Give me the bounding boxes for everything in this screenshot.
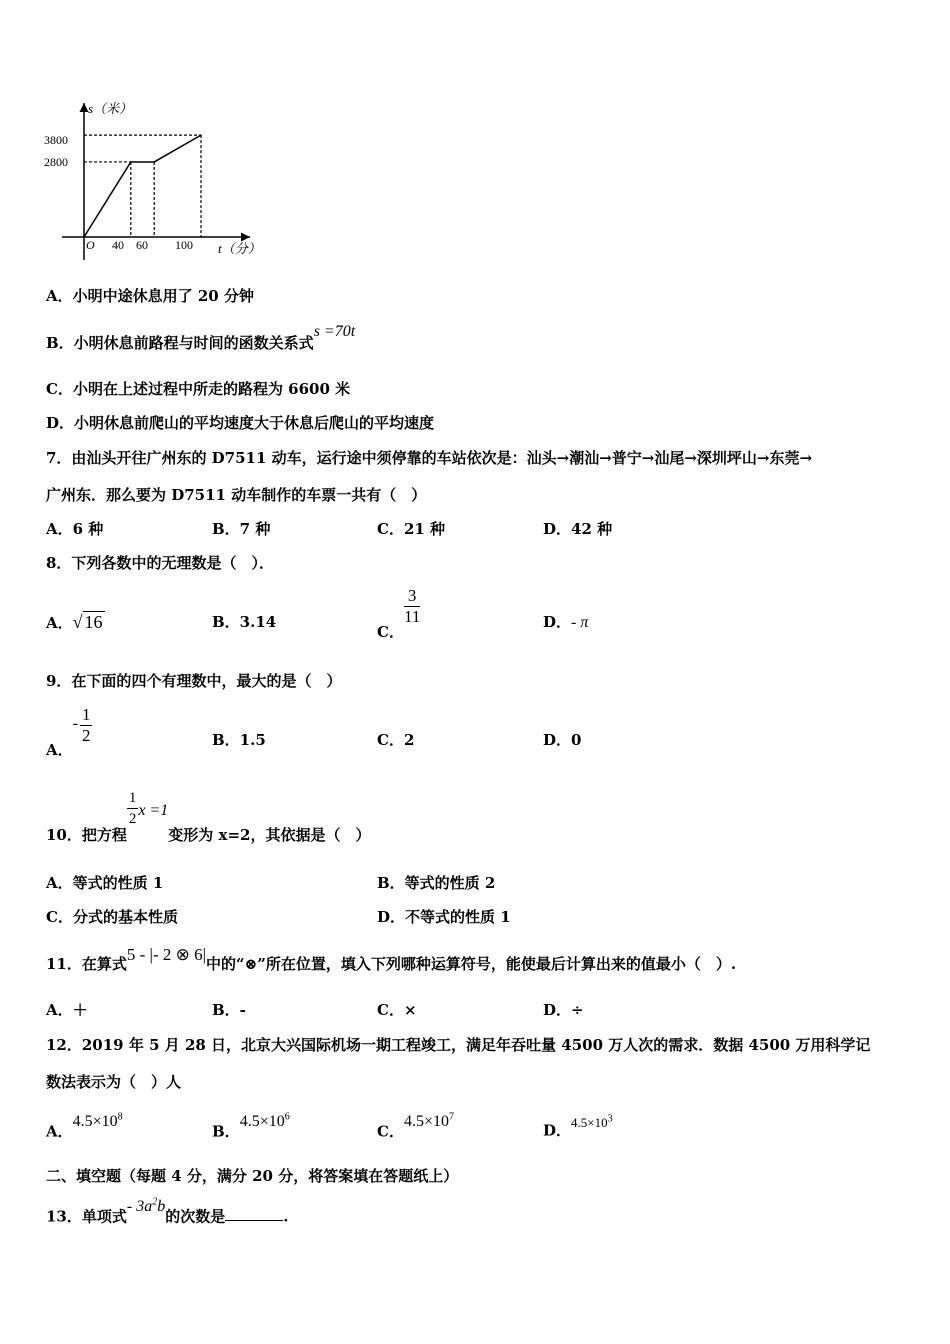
- q9-fraction-den: 2: [81, 726, 91, 745]
- q11-expression: 5 - |- 2 ⊗ 6|: [126, 945, 206, 964]
- q8-fraction-den: 11: [403, 607, 421, 626]
- q12-a-base: 4.5×10: [72, 1113, 118, 1131]
- q12-option-b-label: B．: [212, 1122, 240, 1141]
- q10-fraction-num: 1: [127, 788, 139, 809]
- q7-stem-line2: 广州东．那么要为 D7511 动车制作的车票一共有（ ）: [46, 486, 427, 504]
- guide-lines: [84, 135, 201, 237]
- q12-option-c-value: [404, 1113, 454, 1130]
- q13-stem: [46, 1197, 289, 1227]
- y-tick-2800: 2800: [44, 155, 68, 169]
- data-point-0: [83, 236, 85, 238]
- q8-neg-pi: - π: [571, 614, 589, 631]
- q6-option-d: D．小明休息前爬山的平均速度大于休息后爬山的平均速度: [46, 414, 435, 432]
- q10-option-d: D．不等式的性质 1: [377, 908, 511, 926]
- q10-prefix: 10．把方程: [46, 825, 127, 844]
- q9-option-b: B．1.5: [212, 731, 266, 749]
- distance-time-graph: [40, 95, 270, 270]
- q8-option-d: [543, 612, 588, 633]
- q12-c-base: 4.5×10: [403, 1113, 449, 1131]
- q6-option-b-text: B．小明休息前路程与时间的函数关系式: [46, 334, 314, 352]
- q11-prefix: 11．在算式: [46, 955, 127, 973]
- q9-option-d: D．0: [543, 731, 582, 749]
- q8-sqrt: √ 16: [72, 612, 103, 632]
- x-tick-60: 60: [136, 238, 148, 252]
- q12-option-d: [543, 1114, 613, 1141]
- q12-option-b: [212, 1112, 290, 1142]
- x-tick-40: 40: [112, 238, 124, 252]
- q12-d-exp: 3: [607, 1114, 613, 1125]
- q8-option-d-label: D．: [543, 613, 572, 631]
- q9-fraction: [80, 705, 93, 746]
- data-point-60: [153, 161, 155, 163]
- q8-stem: 8．下列各数中的无理数是（ ）．: [46, 554, 274, 572]
- q11-option-d: D．÷: [543, 1001, 584, 1019]
- q12-option-c-label: C．: [377, 1122, 404, 1141]
- q6-formula: s =70t: [313, 323, 356, 340]
- q7-option-c: C．21 种: [377, 520, 446, 538]
- q12-b-base: 4.5×10: [239, 1113, 285, 1131]
- q8-fraction: [404, 586, 420, 627]
- q9-minus: -: [72, 714, 78, 732]
- q10-option-c: C．分式的基本性质: [46, 908, 178, 926]
- q8-option-b: B．3.14: [212, 613, 277, 631]
- q10-fraction-den: 2: [128, 811, 137, 827]
- x-axis-label: t（分）: [218, 241, 261, 256]
- q12-c-exp: 7: [448, 1112, 454, 1123]
- q9-fraction-num: 1: [81, 705, 91, 724]
- q12-a-exp: 8: [117, 1112, 123, 1123]
- q9-option-a: [46, 705, 92, 759]
- q12-option-a: [46, 1112, 123, 1142]
- q10-option-b: B．等式的性质 2: [377, 874, 496, 892]
- q7-stem-line1: 7．由汕头开往广州东的 D7511 动车，运行途中须停靠的车站依次是：汕头→潮汕→普宁→汕尾→深圳坪山→东莞→: [46, 449, 813, 467]
- q12-option-b-value: [240, 1113, 290, 1130]
- q8-option-a: [46, 612, 105, 633]
- q8-option-c: [377, 586, 421, 641]
- q12-option-c: [377, 1112, 454, 1142]
- q8-sqrt-radicand: 16: [84, 612, 103, 632]
- q10-fraction: [127, 788, 139, 829]
- q11-suffix: 中的“⊗”所在位置，填入下列哪种运算符号，能使最后计算出来的值最小（ ）.: [206, 955, 737, 973]
- q7-option-d: D．42 种: [543, 520, 613, 538]
- q12-option-a-value: [73, 1113, 123, 1130]
- q6-option-b: [46, 323, 356, 354]
- section2-title: 二、填空题（每题 4 分，满分 20 分，将答案填在答题纸上）: [46, 1167, 459, 1185]
- q13-coef: - 3a: [126, 1198, 153, 1216]
- data-point-100: [200, 134, 202, 136]
- q11-option-b: B．-: [212, 1001, 246, 1019]
- y-axis-label: s（米）: [88, 101, 133, 116]
- q13-exp: 2: [152, 1197, 158, 1208]
- q13-monomial: [127, 1198, 165, 1215]
- q12-option-d-value: [571, 1115, 613, 1130]
- origin-label: O: [86, 238, 95, 252]
- q12-b-exp: 6: [284, 1112, 290, 1123]
- data-point-40: [130, 161, 132, 163]
- q11-option-c: C．×: [377, 1001, 417, 1019]
- q9-option-c: C．2: [377, 731, 415, 749]
- q9-stem: 9．在下面的四个有理数中，最大的是（ ）: [46, 672, 342, 690]
- q6-option-c: C．小明在上述过程中所走的路程为 6600 米: [46, 380, 351, 398]
- q12-option-d-label: D．: [543, 1121, 572, 1140]
- q8-fraction-num: 3: [404, 586, 420, 607]
- q9-option-a-label: A．: [46, 740, 73, 759]
- q13-prefix: 13．单项式: [46, 1207, 127, 1226]
- distance-series-line: [84, 135, 201, 237]
- q11-option-a: A．＋: [46, 1001, 88, 1019]
- q12-d-base: 4.5×10: [571, 1115, 608, 1131]
- x-tick-100: 100: [175, 238, 193, 252]
- q13-var: b: [157, 1198, 166, 1216]
- q10-option-a: A．等式的性质 1: [46, 874, 164, 892]
- q13-answer-blank[interactable]: [225, 1206, 283, 1221]
- q12-option-a-label: A．: [46, 1122, 73, 1141]
- q11-stem: [46, 945, 737, 974]
- q10-equation-rest: x =1: [138, 801, 169, 819]
- q12-stem-line2: 数法表示为（ ）人: [46, 1073, 182, 1091]
- q10-stem: [46, 788, 371, 844]
- q7-option-a: A．6 种: [46, 520, 104, 538]
- q13-suffix: 的次数是: [165, 1207, 226, 1226]
- q12-stem-line1: 12．2019 年 5 月 28 日，北京大兴国际机场一期工程竣工，满足年吞吐量 4500 万人次的需求．数据 4500 万用科学记: [46, 1036, 871, 1054]
- q6-option-a: A．小明中途休息用了 20 分钟: [46, 287, 254, 305]
- q8-option-a-label: A．: [46, 614, 73, 632]
- q7-option-b: B．7 种: [212, 520, 271, 538]
- q13-end: .: [283, 1207, 289, 1226]
- y-tick-3800: 3800: [44, 133, 68, 147]
- q8-option-c-label: C．: [377, 622, 404, 641]
- q10-suffix: 变形为 x=2，其依据是（ ）: [168, 825, 371, 844]
